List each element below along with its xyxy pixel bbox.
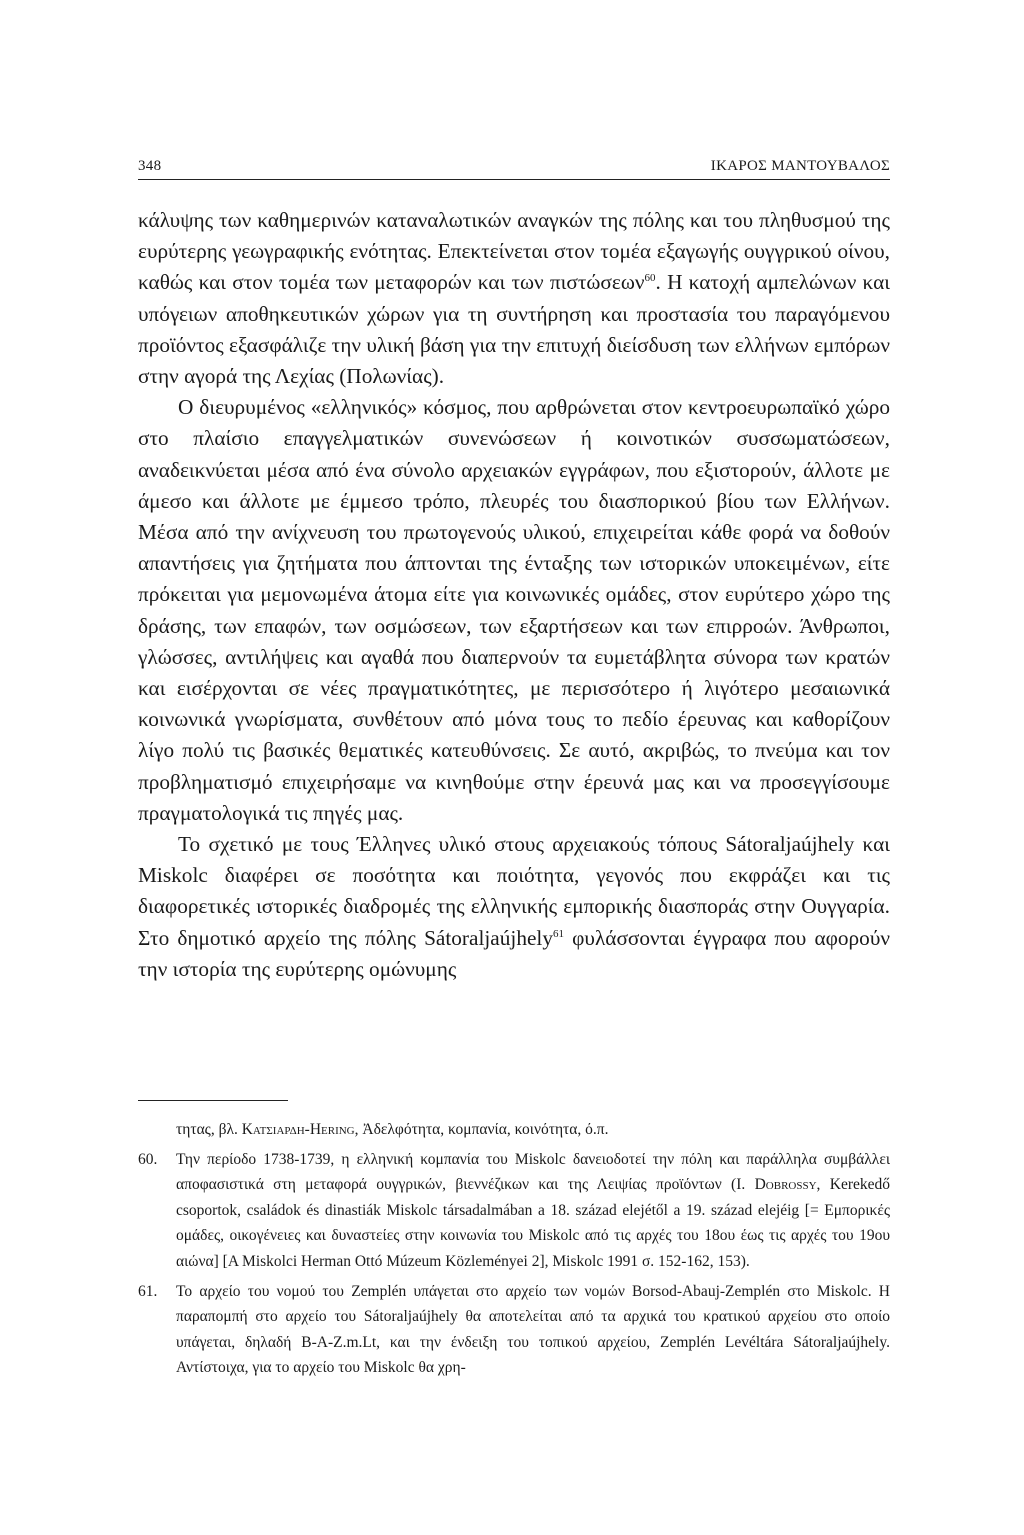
footnote-61 xyxy=(138,1279,890,1381)
footnotes xyxy=(138,1117,890,1385)
footnote-ref-60: 60 xyxy=(644,272,656,285)
paragraph-1-text-b: . Η κατοχή αμπελώνων και υπόγειων αποθηκευτικών χώρων για τη συντήρηση και προστασία του παραγόμενου προϊόντος εξασφάλιζε την υλική βάση για την επιτυχή διείσδυση των ελλήνων εμπόρων στην αγορά της Λεχίας (Πολωνίας). xyxy=(138,270,890,389)
running-head-author: ΙΚΑΡΟΣ ΜΑΝΤΟΥΒΑΛΟΣ xyxy=(710,158,890,174)
footnote-rule xyxy=(138,1100,288,1101)
footnote-60-text-a: Την περίοδο 1738-1739, η ελληνική κομπανία του Miskolc δανειοδοτεί την πόλη και παράλληλα συμβάλλει αποφασιστικά στη μεταφορά ουγγρικών, βιεννέζικων και της Λειψίας προϊόντων (I. xyxy=(176,1150,890,1194)
footnote-61-body: Το αρχείο του νομού του Zemplén υπάγεται στο αρχείο των νομών Borsod-Abauj-Zemplén στο Miskolc. Η παραπομπή στο αρχείο του Sátoraljaújhely θα αποτελείται από τα αρχικά του κρατικού αρχείου στο οποίο υπάγεται, δηλαδή B-A-Z.m.Lt, και την ένδειξη του τοπικού αρχείου, Zemplén Levéltára Sátoraljaújhely. Αντίστοιχα, για το αρχείο του Miskolc θα χρη- xyxy=(176,1282,890,1377)
page-number: 348 xyxy=(138,158,162,174)
footnote-60-text-b: , Kerekedő csoportok, családok és dinastiák Miskolc társadalmában a 18. század elejétől a 19. század elejéig [= Εμπορικές ομάδες, οικογένειες και δυναστείες στην κοινωνία του Miskolc από τις αρχές του 18ου έως τις αρχές του 19ου αιώνα] [A Miskolci Herman Ottó Múzeum Közleményei 2], Miskolc 1991 σ. 152-162, 153). xyxy=(176,1176,890,1270)
footnote-60 xyxy=(138,1147,890,1275)
footnote-continuation-text-b: , Ἀδελφότητα, κομπανία, κοινότητα, ό.π. xyxy=(354,1121,609,1138)
footnote-ref-61: 61 xyxy=(553,927,564,940)
running-head xyxy=(138,150,890,180)
footnote-60-number: 60. xyxy=(138,1150,158,1168)
paragraph-1-text-a: κάλυψης των καθημερινών καταναλωτικών αναγκών της πόλης και του πληθυσμού της ευρύτερης γεωγραφικής ενότητας. Επεκτείνεται στον τομέα εξαγωγής ουγγρικού οίνου, καθώς και στον τομέα των μεταφορών και των πιστώσεων xyxy=(138,208,890,295)
main-text xyxy=(138,205,890,985)
paragraph-3-text-b: φυλάσσονται έγγραφα που αφορούν την ιστορία της ευρύτερης ομώνυμης xyxy=(138,925,890,981)
paragraph-3-text-a: Το σχετικό με τους Έλληνες υλικό στους αρχειακούς τόπους Sátoraljaújhely και Miskolc διαφέρει σε ποσότητα και ποιότητα, γεγονός που εκφράζει και τις διαφορετικές ιστορικές διαδρομές της ελληνικής εμπορικής διασποράς στην Ουγγαρία. Στο δημοτικό αρχείο της πόλης Sátoraljaújhely xyxy=(138,832,890,950)
footnote-continuation-author: Κατσιαρδη-Hering xyxy=(241,1121,355,1138)
footnote-continuation-text-a: τητας, βλ. xyxy=(176,1121,242,1138)
footnote-61-number: 61. xyxy=(138,1282,158,1300)
footnote-60-body xyxy=(176,1147,890,1275)
paragraph-2: Ο διευρυμένος «ελληνικός» κόσμος, που αρθρώνεται στον κεντροευρωπαϊκό χώρο στο πλαίσιο επαγγελματικών συνενώσεων ή κοινοτικών συσσωματώσεων, αναδεικνύεται μέσα από ένα σύνολο αρχειακών εγγράφων, που εξιστορούν, άλλοτε με άμεσο και άλλοτε με έμμεσο τρόπο, πλευρές του διασπορικού βίου των Ελλήνων. Μέσα από την ανίχνευση του πρωτογενούς υλικού, επιχειρείται κάθε φορά να δοθούν απαντήσεις για ζητήματα που άπτονται της ένταξης των ιστορικών υποκειμένων, είτε πρόκειται για μεμονωμένα άτομα είτε για κοινωνικές ομάδες, στον ευρύτερο χώρο της δράσης, των επαφών, των οσμώσεων, των εξαρτήσεων και των επιρροών. Άνθρωποι, γλώσσες, αντιλήψεις και αγαθά που διαπερνούν τα ευμετάβλητα σύνορα των κρατών και εισέρχονται σε νέες πραγματικότητες, με περισσότερο ή λιγότερο μεσαιωνικά κοινωνικά γνωρίσματα, συνθέτουν από μόνα τους το πεδίο έρευνας και καθορίζουν λίγο πολύ τις βασικές θεματικές κατευθύνσεις. Σε αυτό, ακριβώς, το πνεύμα και τον προβληματισμό επιχειρήσαμε να κινηθούμε στην έρευνά μας και να προσεγγίσουμε πραγματολογικά τις πηγές μας. xyxy=(138,395,890,825)
paragraph-1 xyxy=(138,205,890,392)
footnote-60-author: Dobrossy xyxy=(754,1176,817,1194)
footnote-continuation xyxy=(138,1117,890,1143)
paragraph-3 xyxy=(138,829,890,985)
